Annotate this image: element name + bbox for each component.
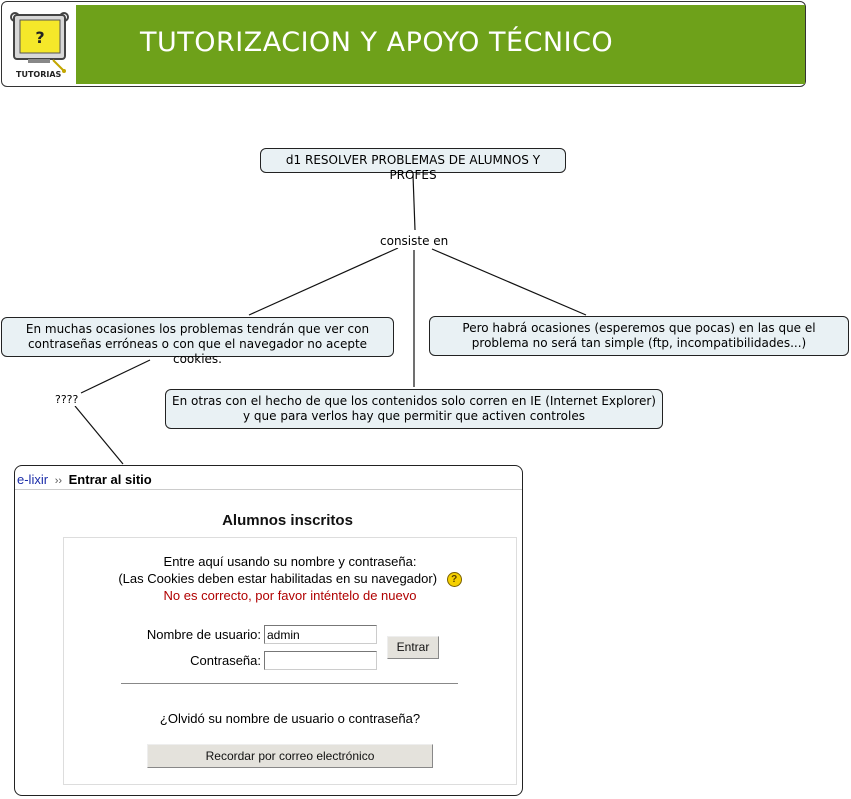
login-submit-button[interactable]: Entrar	[387, 636, 439, 659]
page-title: TUTORIZACION Y APOYO TÉCNICO	[140, 27, 614, 58]
intro-line-2-wrap	[64, 570, 516, 587]
link-label-consiste-en: consiste en	[380, 234, 449, 248]
login-heading: Alumnos inscritos	[222, 512, 353, 529]
root-concept-text: d1 RESOLVER PROBLEMAS DE ALUMNOS Y PROFES	[285, 153, 541, 182]
login-error-message: No es correcto, por favor inténtelo de nuevo	[163, 588, 417, 604]
password-input[interactable]	[264, 651, 377, 670]
breadcrumb-current: Entrar al sitio	[68, 472, 152, 487]
link-subtle-to-login	[75, 406, 123, 464]
login-form	[63, 537, 517, 785]
right-concept-text: Pero habrá ocasiones (esperemos que pocas) en las que el problema no será tan simple (ftp, incompatibilidades...)	[462, 321, 816, 350]
intro-line-1: Entre aquí usando su nombre y contraseña:	[163, 554, 417, 569]
breadcrumb-separator: ››	[54, 475, 63, 487]
link-label-to-right	[432, 249, 586, 315]
svg-text:?: ?	[35, 28, 45, 47]
middle-concept-node	[165, 389, 663, 429]
link-left-to-subtle	[81, 360, 150, 393]
forgot-password-text: ¿Olvidó su nombre de usuario o contraseña?	[159, 711, 421, 726]
login-screenshot-node	[14, 465, 523, 796]
help-question-icon[interactable]: ?	[447, 572, 462, 587]
username-input[interactable]	[264, 625, 377, 644]
form-divider	[121, 683, 458, 684]
username-label: Nombre de usuario:	[146, 627, 261, 642]
logo-caption: TUTORIAS	[16, 70, 62, 79]
breadcrumb	[17, 472, 152, 487]
breadcrumb-divider	[15, 489, 522, 490]
intro-line-2: (Las Cookies deben estar habilitadas en su navegador)	[118, 571, 438, 586]
link-root-to-label	[413, 175, 415, 230]
left-concept-text: En muchas ocasiones los problemas tendrán que ver con contraseñas erróneas o con que el navegador no acepte cookies.	[25, 322, 370, 366]
link-label-to-left	[249, 248, 398, 315]
right-concept-node	[429, 316, 849, 356]
root-concept-node	[260, 148, 566, 182]
recover-by-email-button[interactable]: Recordar por correo electrónico	[147, 744, 433, 768]
login-intro	[64, 553, 516, 604]
middle-concept-text: En otras con el hecho de que los contenidos solo corren en IE (Internet Explorer) y que para verlos hay que permitir que activen controles	[172, 394, 656, 423]
link-label-question: ????	[55, 393, 79, 406]
password-label: Contraseña:	[190, 653, 261, 668]
breadcrumb-site-link[interactable]: e-lixir	[17, 472, 49, 487]
left-concept-node	[1, 317, 394, 366]
